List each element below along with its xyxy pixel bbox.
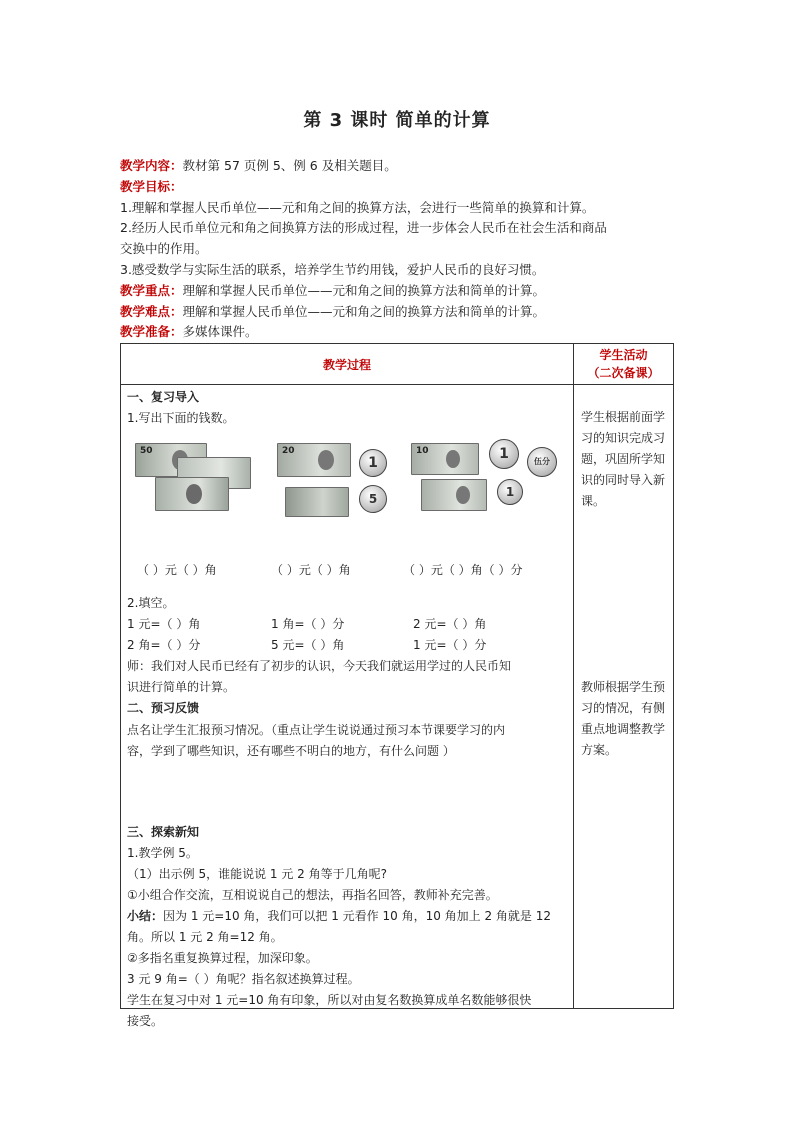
- blank-group-2: （ ）元（ ）角: [271, 563, 351, 577]
- money-image-1: [135, 443, 253, 513]
- goal-1: 1.理解和掌握人民币单位——元和角之间的换算方法，会进行一些简单的换算和计算。: [120, 200, 595, 215]
- teaching-prep: 教学准备：多媒体课件。: [120, 324, 258, 339]
- bill-small-3: [285, 487, 349, 517]
- coin-5-fen: 伍分: [527, 447, 557, 477]
- section-3-title: 三、探索新知: [127, 825, 200, 839]
- goal-3: 3.感受数学与实际生活的联系，培养学生节约用钱，爱护人民币的良好习惯。: [120, 262, 545, 277]
- difficult-point: 教学难点：理解和掌握人民币单位——元和角之间的换算方法和简单的计算。: [120, 304, 546, 319]
- page-title: 第 3 课时 简单的计算: [303, 110, 491, 131]
- section-2-a: 点名让学生汇报预习情况。（重点让学生说说通过预习本节课要学习的内: [127, 723, 506, 737]
- summary-b: 角。所以 1 元 2 角=12 角。: [127, 930, 283, 944]
- money-image-2: [277, 443, 397, 519]
- fill-r2c3: 1 元=（ ）分: [413, 638, 487, 652]
- coin-1-a: 1: [489, 439, 519, 469]
- question-2: 2.填空。: [127, 596, 175, 610]
- example-5: 1.教学例 5。: [127, 846, 198, 860]
- summary-a: 小结：因为 1 元=10 角，我们可以把 1 元看作 10 角，10 角加上 2 角就是 12: [127, 909, 552, 923]
- fill-r2c1: 2 角=（ ）分: [127, 638, 201, 652]
- coin-5-jiao: 5: [359, 485, 387, 513]
- bill-20: 20: [277, 443, 351, 477]
- portrait-icon: [456, 486, 470, 504]
- section-1-title: 一、复习导入: [127, 390, 200, 404]
- portrait-icon: [446, 450, 460, 468]
- teaching-content: [120, 156, 680, 176]
- teacher-intro-b: 识进行简单的计算。: [127, 680, 236, 694]
- bill-small-2: [155, 477, 229, 511]
- header-teaching-process: 教学过程: [121, 344, 574, 385]
- teaching-goals-label: 教学目标：: [120, 179, 183, 194]
- key-point: 教学重点：理解和掌握人民币单位——元和角之间的换算方法和简单的计算。: [120, 283, 546, 298]
- goal-2a: 2.经历人民币单位元和角之间换算方法的形成过程，进一步体会人民币在社会生活和商品: [120, 220, 607, 235]
- blank-group-1: （ ）元（ ）角: [137, 563, 217, 577]
- coin-1-b: 1: [497, 479, 523, 505]
- bill-10: 10: [411, 443, 479, 475]
- goal-2b: 交换中的作用。: [120, 241, 208, 256]
- section-2-b: 容，学到了哪些知识，还有哪些不明白的地方，有什么问题 ）: [127, 744, 455, 758]
- coin-1-yuan: 1: [359, 449, 387, 477]
- portrait-icon: [318, 450, 334, 470]
- section-2-title: 二、预习反馈: [127, 701, 200, 715]
- student-activity-cell: [574, 385, 674, 1009]
- blank-group-3: （ ）元（ ）角（ ）分: [403, 563, 523, 577]
- bill-small-4: [421, 479, 487, 511]
- fill-r1c3: 2 元=（ ）角: [413, 617, 487, 631]
- example-5-note-b: 接受。: [127, 1014, 164, 1028]
- bill-50: 50: [135, 443, 207, 477]
- activity-note-2: 教师根据学生预习的情况，有侧重点地调整教学方案。: [581, 680, 666, 757]
- example-5-question: （1）出示例 5，谁能说说 1 元 2 角等于几角呢?: [127, 867, 387, 881]
- activity-note-1: 学生根据前面学习的知识完成习题，巩固所学知识的同时导入新课。: [581, 410, 666, 508]
- fill-r2c2: 5 元=（ ）角: [271, 638, 345, 652]
- content-label: 教学内容：: [120, 158, 183, 173]
- example-5-question2: 3 元 9 角=（ ）角呢？指名叙述换算过程。: [127, 972, 360, 986]
- money-image-3: [411, 439, 561, 519]
- content-text: 教材第 57 页例 5、例 6 及相关题目。: [182, 158, 397, 173]
- header-student-activity: 学生活动 （二次备课）: [574, 344, 674, 385]
- example-5-step1: ①小组合作交流，互相说说自己的想法，再指名回答，教师补充完善。: [127, 888, 498, 902]
- question-1: 1.写出下面的钱数。: [127, 411, 235, 425]
- portrait-icon: [186, 484, 202, 504]
- fill-r1c2: 1 角=（ ）分: [271, 617, 345, 631]
- process-content-cell: [121, 385, 574, 1028]
- fill-r1c1: 1 元=（ ）角: [127, 617, 201, 631]
- example-5-note-a: 学生在复习中对 1 元=10 角有印象，所以对由复名数换算成单名数能够很快: [127, 993, 532, 1007]
- teaching-process-table: [120, 343, 674, 1028]
- example-5-step2: ②多指名重复换算过程，加深印象。: [127, 951, 318, 965]
- teacher-intro-a: 师：我们对人民币已经有了初步的认识，今天我们就运用学过的人民币知: [127, 659, 512, 673]
